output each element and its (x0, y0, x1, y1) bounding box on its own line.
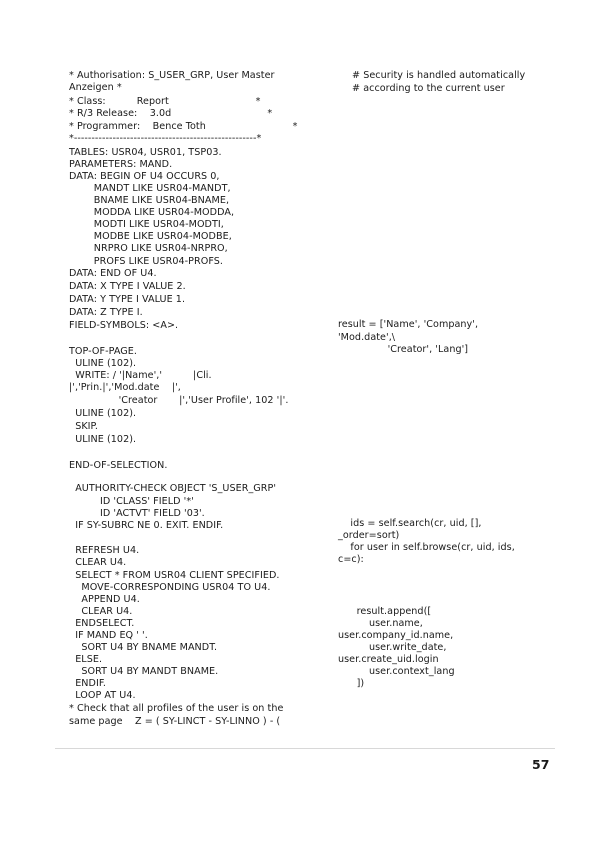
code-line: * Authorisation: S_USER_GRP, User Master (69, 70, 275, 81)
code-line: PARAMETERS: MAND. (69, 159, 173, 170)
code-line: SELECT * FROM USR04 CLIENT SPECIFIED. (69, 570, 280, 581)
code-line: Anzeigen * (69, 82, 122, 93)
page-number: 57 (532, 757, 550, 772)
code-line-right: user.company_id.name, (338, 630, 454, 641)
code-line-right: c=c): (338, 554, 364, 565)
code-line: * Class: Report * (69, 96, 261, 107)
code-line: IF SY-SUBRC NE 0. EXIT. ENDIF. (69, 520, 224, 531)
code-line-right: result = ['Name', 'Company', (338, 319, 479, 330)
code-line: ID 'ACTVT' FIELD '03'. (69, 508, 205, 519)
code-line: DATA: X TYPE I VALUE 2. (69, 281, 186, 292)
code-line: CLEAR U4. (69, 606, 133, 617)
code-line-right: for user in self.browse(cr, uid, ids, (338, 542, 515, 553)
code-line: ID 'CLASS' FIELD '*' (69, 496, 194, 507)
code-line: TABLES: USR04, USR01, TSP03. (69, 147, 222, 158)
code-line-right: user.create_uid.login (338, 654, 439, 665)
code-line-right: user.name, (338, 618, 423, 629)
code-line: BNAME LIKE USR04-BNAME, (69, 195, 230, 206)
code-line: * R/3 Release: 3.0d * (69, 108, 273, 119)
code-line: LOOP AT U4. (69, 690, 136, 701)
code-line-right: 'Mod.date',\ (338, 332, 396, 343)
footer-divider (55, 748, 555, 749)
code-line: * Programmer: Bence Toth * (69, 121, 298, 132)
code-line: END-OF-SELECTION. (69, 460, 168, 471)
code-line-right: # Security is handled automatically (352, 70, 526, 81)
code-line: ENDSELECT. (69, 618, 135, 629)
code-line: FIELD-SYMBOLS: <A>. (69, 320, 179, 331)
code-line: APPEND U4. (69, 594, 140, 605)
code-line: SORT U4 BY BNAME MANDT. (69, 642, 218, 653)
code-line-right: user.write_date, (338, 642, 447, 653)
code-line: MODTI LIKE USR04-MODTI, (69, 219, 224, 230)
code-line: IF MAND EQ ' '. (69, 630, 148, 641)
code-line: MOVE-CORRESPONDING USR04 TO U4. (69, 582, 271, 593)
code-line-right: _order=sort) (338, 530, 400, 541)
code-line: ULINE (102). (69, 434, 137, 445)
code-line: DATA: END OF U4. (69, 268, 157, 279)
code-line: PROFS LIKE USR04-PROFS. (69, 256, 223, 267)
code-line: TOP-OF-PAGE. (69, 346, 137, 357)
code-line: |','Prin.|','Mod.date |', (69, 382, 181, 393)
code-line: MANDT LIKE USR04-MANDT, (69, 183, 231, 194)
code-line: SORT U4 BY MANDT BNAME. (69, 666, 219, 677)
code-line: ULINE (102). (69, 408, 137, 419)
code-line: WRITE: / '|Name',' |Cli. (69, 370, 212, 381)
code-line-right: 'Creator', 'Lang'] (338, 344, 469, 355)
code-line: ULINE (102). (69, 358, 137, 369)
code-line: DATA: BEGIN OF U4 OCCURS 0, (69, 171, 220, 182)
code-line: DATA: Y TYPE I VALUE 1. (69, 294, 186, 305)
code-line-right: ]) (338, 678, 365, 689)
code-line: ELSE. (69, 654, 103, 665)
code-line-right: result.append([ (338, 606, 432, 617)
code-line: CLEAR U4. (69, 557, 127, 568)
code-line: REFRESH U4. (69, 545, 140, 556)
code-line-right: ids = self.search(cr, uid, [], (338, 518, 482, 529)
code-line: DATA: Z TYPE I. (69, 307, 143, 318)
code-line: ENDIF. (69, 678, 106, 689)
code-line: AUTHORITY-CHECK OBJECT 'S_USER_GRP' (69, 483, 277, 494)
code-line: MODDA LIKE USR04-MODDA, (69, 207, 235, 218)
code-line: NRPRO LIKE USR04-NRPRO, (69, 243, 228, 254)
code-line-right: user.context_lang (338, 666, 455, 677)
code-line: SKIP. (69, 421, 98, 432)
code-line: 'Creator |','User Profile', 102 '|'. (69, 395, 289, 406)
code-line: *----------------------------------------------------* (69, 133, 262, 144)
code-line: MODBE LIKE USR04-MODBE, (69, 231, 232, 242)
code-line-right: # according to the current user (352, 83, 505, 94)
code-line: same page Z = ( SY-LINCT - SY-LINNO ) - ( (69, 716, 281, 727)
code-line: * Check that all profiles of the user is on the (69, 703, 284, 714)
